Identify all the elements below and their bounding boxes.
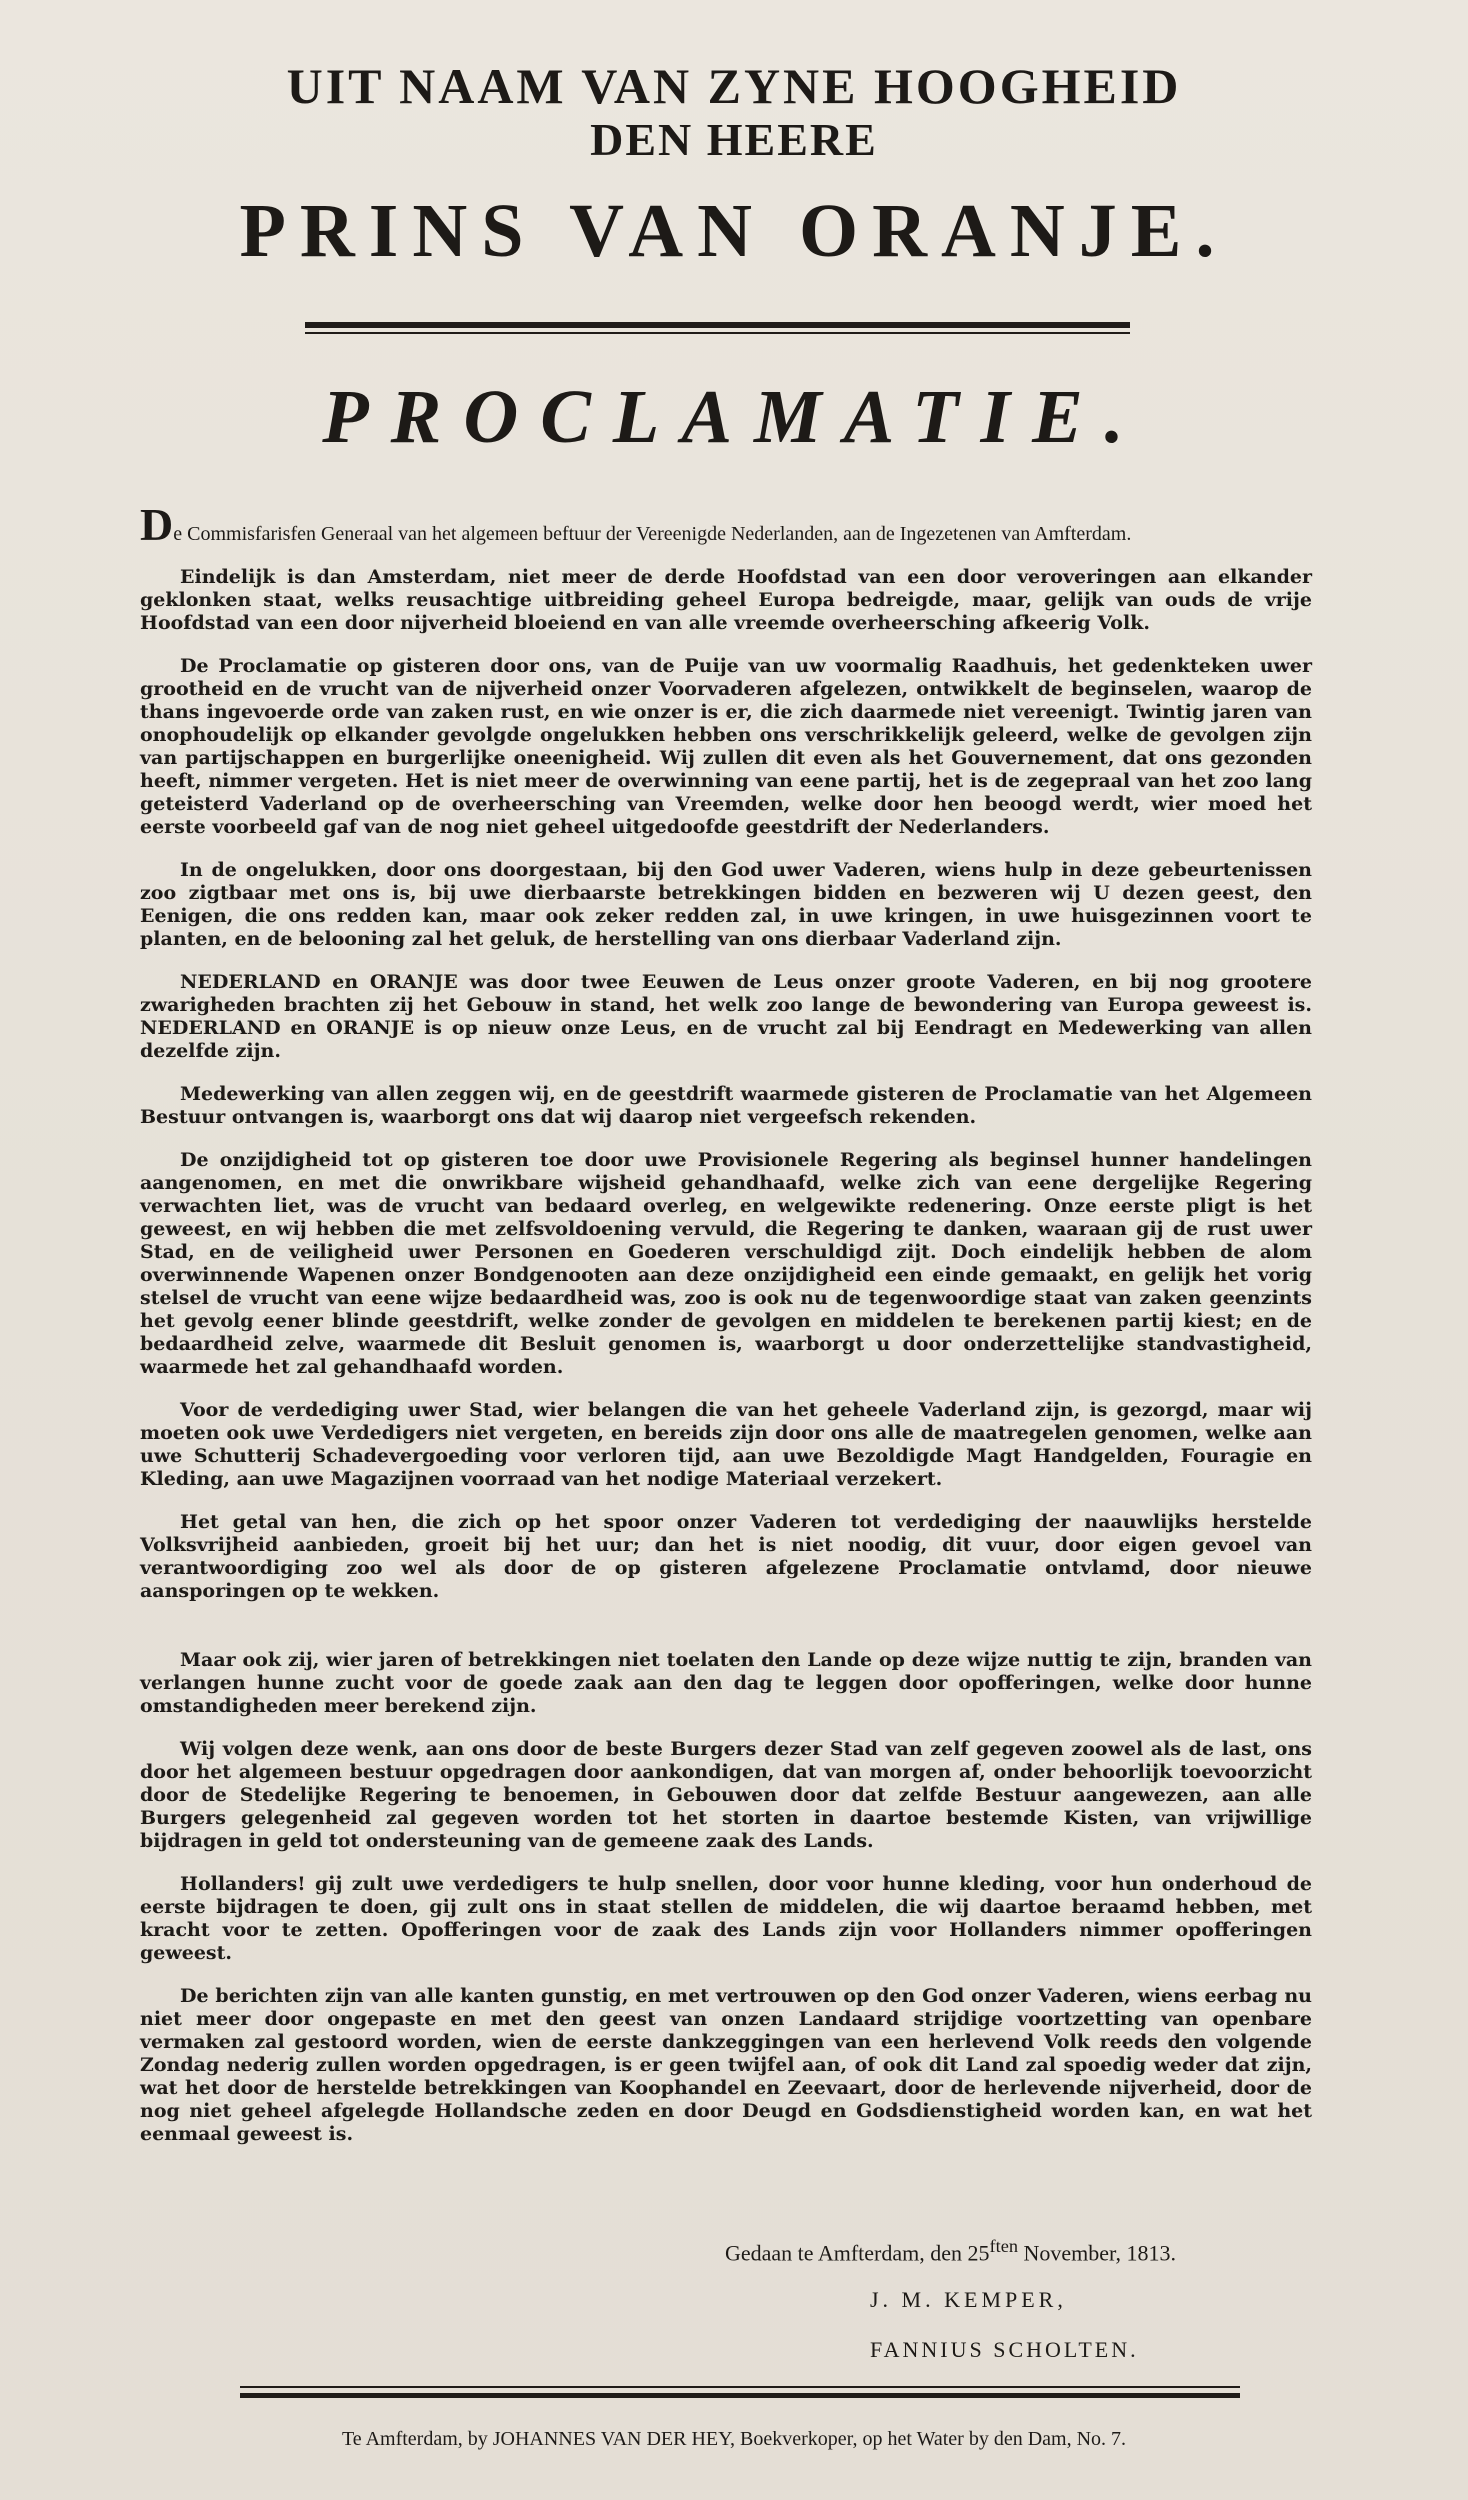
paragraph: Medewerking van allen zeggen wij, en de geestdrift waarmede gisteren de Proclamatie van het Algemeen Bestuur ontvangen is, waarborgt ons dat wij daarop niet vergeefsch rekenden. — [140, 1083, 1312, 1128]
footer-rule-thick — [240, 2393, 1240, 2398]
header-rule-thin — [305, 332, 1130, 334]
dateline-suffix: November, 1813. — [1018, 2240, 1176, 2266]
paragraph: Wij volgen deze wenk, aan ons door de beste Burgers dezer Stad van zelf gegeven zoowel als de last, ons door het algemeen bestuur opgedragen door aankondigen, dat van morgen af, onder behoorlijk toevoorzicht door de Stedelijke Regering te benoemen, in Gebouwen door dat zelfde Bestuur aangewezen, aan alle Burgers gelegenheid zal gegeven worden tot het storten in daartoe bestemde Kisten, van vrijwillige bijdragen in geld tot ondersteuning van de gemeene zaak des Lands. — [140, 1738, 1312, 1852]
dateline-prefix: Gedaan te Amfterdam, den 25 — [725, 2240, 990, 2266]
spacer — [140, 1623, 1312, 1649]
dateline-sup: ften — [989, 2236, 1019, 2256]
paragraph: NEDERLAND en ORANJE was door twee Eeuwen de Leus onzer groote Vaderen, en bij nog grootere zwarigheden brachten zij het Gebouw in stand, het welk zoo lange de bewondering van Europa geweest is. NEDERLAND en ORANJE is op nieuw onze Leus, en de vrucht zal bij Eendragt en Medewerking van allen dezelfde zijn. — [140, 971, 1312, 1062]
header-line-3: PRINS VAN ORANJE. — [239, 189, 1229, 273]
paragraph: Hollanders! gij zult uwe verdedigers te hulp snellen, door voor hunne kleding, voor hun onderhoud de eerste bijdragen te doen, gij zult ons in staat stellen de middelen, die wij daartoe beraamd hebben, met kracht voor te zetten. Opofferingen voor de zaak des Lands zijn voor Hollanders nimmer opofferingen geweest. — [140, 1873, 1312, 1964]
drop-cap: D — [140, 499, 174, 550]
paragraph: Eindelijk is dan Amsterdam, niet meer de derde Hoofdstad van een door veroveringen aan elkander geklonken staat, welks reusachtige uitbreiding geheel Europa bedreigde, maar, gelijk van ouds de vrije Hoofdstad van een door nijverheid bloeiend en van alle vreemde overheersching afkeerig Volk. — [140, 566, 1312, 634]
paragraph: Het getal van hen, die zich op het spoor onzer Vaderen tot verdediging der naauwlijks herstelde Volksvrijheid aanbieden, groeit bij het uur; dan het is niet noodig, dit vuur, door eigen gevoel van verantwoordiging zoo wel als door de op gisteren afgelezene Proclamatie ontvlamd, door nieuwe aansporingen op te wekken. — [140, 1511, 1312, 1602]
paragraph: In de ongelukken, door ons doorgestaan, bij den God uwer Vaderen, wiens hulp in deze gebeurtenissen zoo zigtbaar met ons is, bij uwe dierbaarste betrekkingen bidden en bezweren wij U dezen geest, den Eenigen, die ons redden kan, maar ook zeker redden zal, in uwe kringen, in uwe huisgezinnen voort te planten, en de belooning zal het geluk, de herstelling van ons dierbaar Vaderland zijn. — [140, 859, 1312, 950]
paragraph: De berichten zijn van alle kanten gunstig, en met vertrouwen op den God onzer Vaderen, wiens eerbag nu niet meer door ongepaste en met den geest van onzen Landaard strijdige voortzetting van openbare vermaken zal gestoord worden, wien de eerste dankzeggingen van een herlevend Volk reeds den volgende Zondag nederig zullen worden opgedragen, is er geen twijfel aan, of ook dit Land zal spoedig weder dat zijn, wat het door de herstelde betrekkingen van Koophandel en Zeevaart, door de herlevende nijverheid, door de nog niet geheel afgelegde Hollandsche zeden en door Deugd en Godsdienstigheid worden kan, en wat het eenmaal geweest is. — [140, 1985, 1312, 2145]
printer-imprint: Te Amfterdam, by JOHANNES VAN DER HEY, Boekverkoper, op het Water by den Dam, No. 7. — [341, 2428, 1127, 2450]
header — [0, 58, 1468, 274]
signature-scholten: FANNIUS SCHOLTEN. — [870, 2337, 1139, 2362]
header-line-2: DEN HEERE — [590, 114, 878, 165]
paragraph: De Proclamatie op gisteren door ons, van de Puije van uw voormalig Raadhuis, het gedenkteken uwer grootheid en de vrucht van de nijverheid onzer Voorvaderen afgelezen, ontwikkelt de beginselen, waarop de thans ingevoerde orde van zaken rust, en wie onzer is er, die zich daarmede niet vereenigt. Twintig jaren van onophoudelijk op elkander gevolgde ongelukken hebben ons verschrikkelijk geleerd, welke de gevolgen zijn van partijschappen en burgerlijke oneenigheid. Wij zullen dit even als het Gouvernement, dat ons gezonden heeft, nimmer vergeten. Het is niet meer de overwinning van eene partij, het is de zegepraal van het zoo lang geteisterd Vaderland op de overheersching van Vreemden, welke door hen beoogd werdt, wier moed het eerste voorbeeld gaf van de nog niet geheel uitgedoofde geestdrift der Nederlanders. — [140, 655, 1312, 838]
paragraph: Voor de verdediging uwer Stad, wier belangen die van het geheele Vaderland zijn, is gezorgd, maar wij moeten ook uwe Verdedigers niet vergeten, en bereids zijn door ons alle de maatregelen genomen, welke aan uwe Schutterij Schadevergoeding voor verloren tijd, aan uwe Bezoldigde Magt Handgelden, Fouragie en Kleding, aan uwe Magazijnen voorraad van het nodige Materiaal verzekert. — [140, 1399, 1312, 1490]
footer-rule-thin — [240, 2386, 1240, 2388]
header-line-1: UIT NAAM VAN ZYNE HOOGHEID — [286, 58, 1182, 114]
dateline — [725, 2236, 1176, 2266]
paragraph: Maar ook zij, wier jaren of betrekkingen niet toelaten den Lande op deze wijze nuttig te zijn, branden van verlangen hunne zucht voor de goede zaak aan den dag te leggen door opofferingen, welke door hunne omstandigheden meer berekend zijn. — [140, 1649, 1312, 1717]
header-rule-thick — [305, 322, 1130, 328]
intro-paragraph — [140, 499, 1312, 550]
document-title: PROCLAMATIE. — [322, 375, 1146, 459]
intro-text: e Commisfarisfen Generaal van het algemeen beftuur der Vereenigde Nederlanden, aan de Ingezetenen van Amfterdam. — [173, 523, 1132, 545]
paragraph: De onzijdigheid tot op gisteren toe door uwe Provisionele Regering als beginsel hunner handelingen aangenomen, en met die onwrikbare wijsheid gehandhaafd, welke zich van eene dergelijke Regering verwachten liet, was de vrucht van bedaard overleg, en welgewikte redenering. Onze eerste pligt is het geweest, en wij hebben die met zelfsvoldoening vervuld, die Regering te danken, waaraan gij de rust uwer Stad, en de veiligheid uwer Personen en Goederen verschuldigd zijt. Doch eindelijk hebben de alom overwinnende Wapenen onzer Bondgenooten aan deze onzijdigheid een einde gemaakt, en gelijk het vorig stelsel de vrucht van eene wijze bedaardheid was, zoo is ook nu de tegenwoordige staat van zaken geenzints het gevolg eener blinde geestdrift, welke zonder de gevolgen en middelen te berekenen partij kiest; en de bedaardheid zelve, waarmede dit Besluit genomen is, waarborgt u door onderzettelijke standvastigheid, waarmede het zal gehandhaafd worden. — [140, 1149, 1312, 1378]
signature-kemper: J. M. KEMPER, — [870, 2287, 1067, 2312]
proclamation-body — [140, 499, 1312, 2166]
